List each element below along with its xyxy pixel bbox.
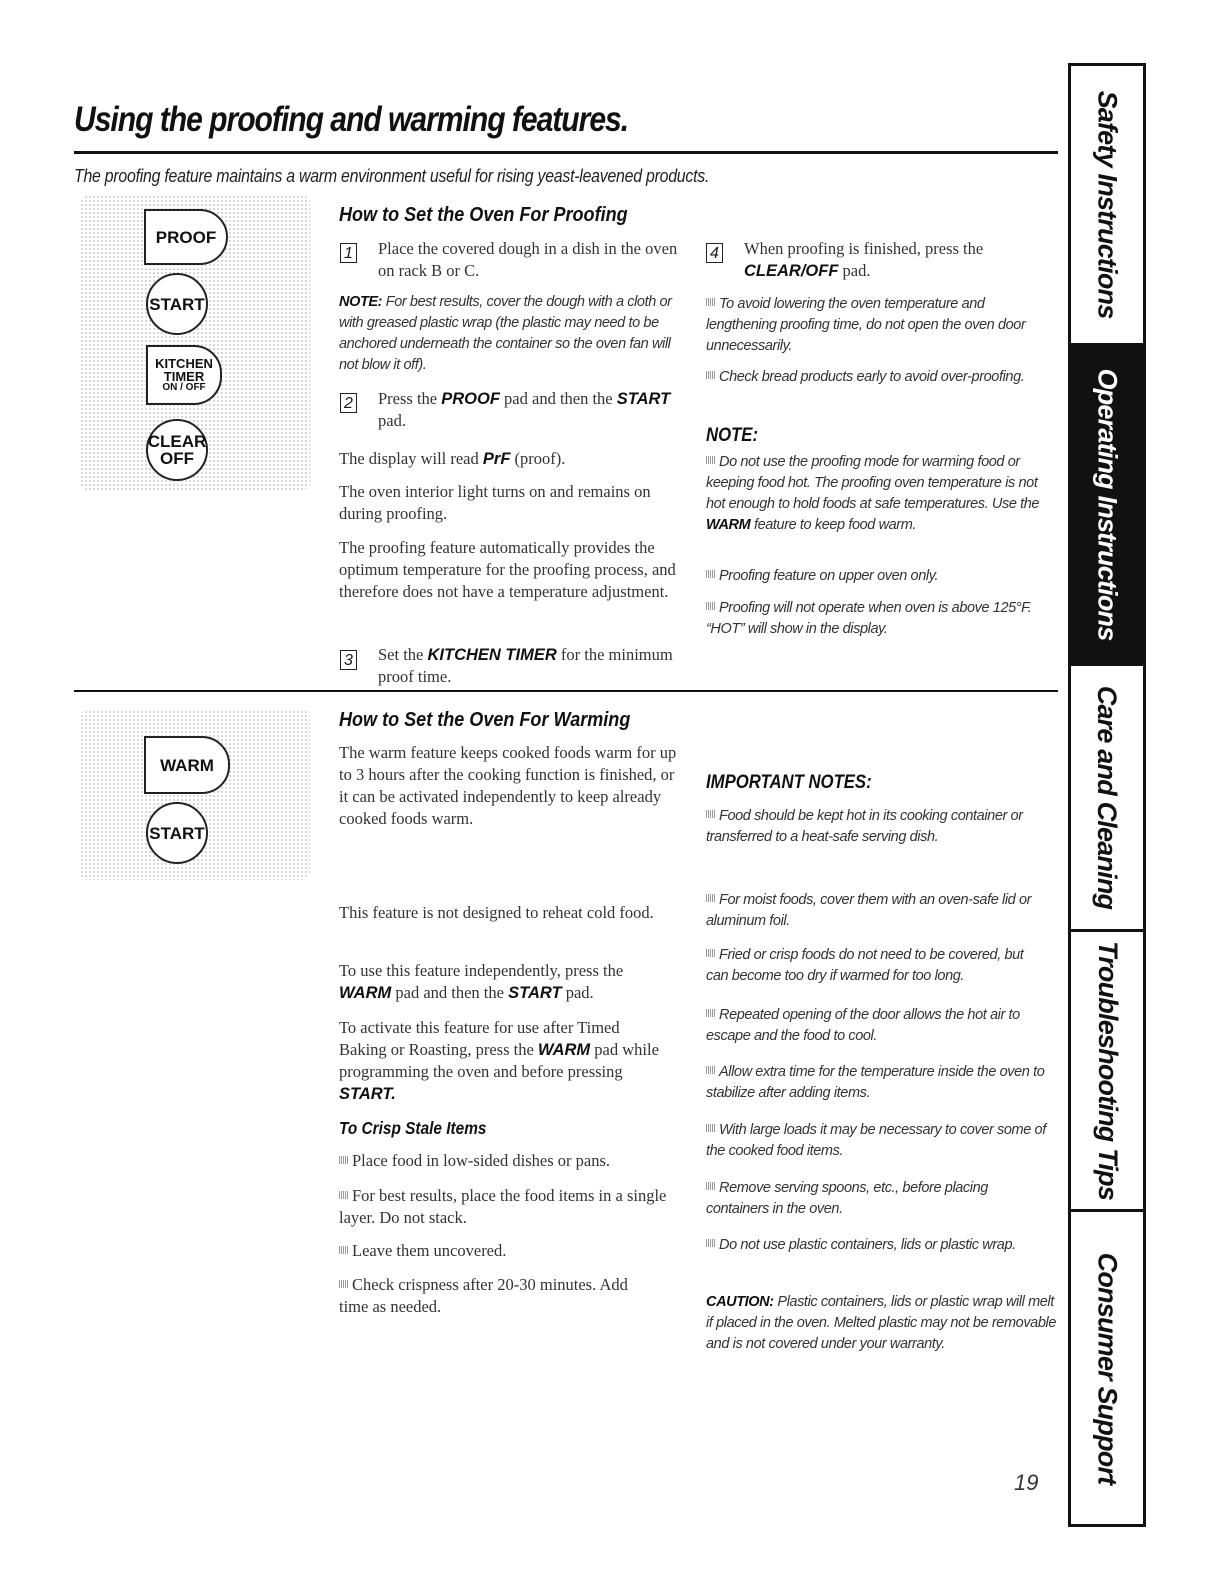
start-pad-label: START	[149, 823, 205, 843]
bullet-icon	[706, 371, 715, 379]
step-2-part: pad.	[378, 411, 406, 430]
important-note	[706, 1120, 1046, 1162]
section-divider	[74, 690, 1058, 692]
display-part: (proof).	[514, 449, 566, 468]
kitchen-timer-pad	[146, 345, 222, 405]
note-text: Proofing feature on upper oven only.	[719, 568, 939, 584]
step-3-number: 3	[340, 650, 357, 670]
bullet-icon	[339, 1191, 348, 1199]
important-text: Fried or crisp foods do not need to be covered, but can become too dry if warmed for too long.	[706, 947, 1024, 984]
proofing-note	[706, 452, 1046, 536]
kitchen-timer-label-line3: ON / OFF	[162, 382, 206, 393]
tab-care-and-cleaning[interactable]	[1071, 666, 1143, 932]
step-4-number: 4	[706, 243, 723, 263]
warming-heading: How to Set the Oven For Warming	[339, 708, 631, 731]
tab-operating-instructions[interactable]	[1071, 346, 1143, 666]
tip-text: Check bread products early to avoid over-proofing.	[719, 369, 1025, 385]
step-1-note	[339, 292, 679, 376]
crisp-text: Place food in low-sided dishes or pans.	[352, 1151, 610, 1170]
tab-troubleshooting-tips[interactable]	[1071, 932, 1143, 1212]
warm-ref: WARM	[339, 984, 392, 1002]
warming-paragraph	[339, 1017, 659, 1105]
crisp-item	[339, 1274, 659, 1318]
important-note	[706, 1178, 1046, 1220]
display-part: The display will read	[339, 449, 479, 468]
step-2-part: pad and then the	[504, 389, 613, 408]
bullet-icon	[339, 1156, 348, 1164]
caution-note	[706, 1292, 1056, 1355]
warming-part: pad and then the	[395, 983, 504, 1002]
display-text	[339, 448, 679, 470]
clear-pad-label: CLEAR	[147, 432, 207, 451]
important-note	[706, 806, 1046, 848]
warming-paragraph: This feature is not designed to reheat cold food.	[339, 903, 654, 922]
step-4-part: When proofing is finished, press the	[744, 239, 984, 258]
crisp-item	[339, 1185, 679, 1229]
step-4-part: pad.	[842, 261, 871, 280]
bullet-icon	[706, 298, 715, 306]
crisp-text: Leave them uncovered.	[352, 1241, 507, 1260]
step-3-part: Set the	[378, 645, 424, 664]
bullet-icon	[706, 456, 715, 464]
page-subtitle: The proofing feature maintains a warm environment useful for rising yeast-leavened products.	[74, 165, 710, 186]
important-text: For moist foods, cover them with an oven-safe lid or aluminum foil.	[706, 892, 1032, 929]
section-tabs	[1068, 63, 1146, 1527]
page-number: 19	[1014, 1470, 1039, 1495]
clear-off-pad	[146, 419, 208, 481]
crisp-heading: To Crisp Stale Items	[339, 1118, 487, 1138]
bullet-icon	[706, 949, 715, 957]
step-3-text	[378, 644, 678, 688]
proofing-keypad-illustration	[80, 195, 310, 490]
warming-keypad-illustration	[80, 710, 310, 880]
warm-pad-label: WARM	[160, 755, 214, 775]
bullet-icon	[706, 1066, 715, 1074]
proof-pad-label: PROOF	[155, 227, 217, 247]
step-1-number: 1	[340, 243, 357, 263]
proofing-heading: How to Set the Oven For Proofing	[339, 203, 628, 226]
kitchen-timer-label-line1: KITCHEN	[155, 356, 213, 371]
tab-consumer-support[interactable]	[1071, 1212, 1143, 1524]
important-note	[706, 945, 1046, 987]
note-part: Do not use the proofing mode for warming food or keeping food hot. The proofing oven temperature is not hot enough to hold foods at safe temperatures. Use the	[706, 454, 1040, 512]
start-ref: START.	[339, 1085, 396, 1103]
important-text: Repeated opening of the door allows the hot air to escape and the food to cool.	[706, 1007, 1020, 1044]
warming-paragraph	[339, 960, 679, 1004]
bullet-icon	[706, 894, 715, 902]
step-2-number: 2	[340, 393, 357, 413]
off-pad-label: OFF	[160, 449, 194, 468]
bullet-icon	[706, 1239, 715, 1247]
proofing-note-heading: NOTE:	[706, 425, 759, 446]
bullet-icon	[706, 1124, 715, 1132]
proof-pad-ref: PROOF	[441, 390, 500, 408]
important-note	[706, 1235, 1046, 1256]
crisp-item	[339, 1240, 679, 1262]
bullet-icon	[706, 1009, 715, 1017]
crisp-text: For best results, place the food items in a single layer. Do not stack.	[339, 1186, 667, 1227]
step-1-text: Place the covered dough in a dish in the oven on rack B or C.	[378, 239, 678, 280]
step-4-text	[744, 238, 1044, 282]
warm-ref: WARM	[537, 1041, 591, 1059]
tab-label: Care and Cleaning	[1092, 685, 1123, 910]
warming-part: To activate this feature for use after Timed Baking or Roasting, press the	[339, 1018, 620, 1059]
proof-pad	[144, 209, 228, 265]
bullet-icon	[339, 1246, 348, 1254]
tab-label: Operating Instructions	[1092, 368, 1123, 641]
prf-ref: PrF	[482, 450, 511, 468]
bullet-icon	[706, 602, 715, 610]
note-label: NOTE:	[339, 294, 383, 310]
start-pad	[146, 273, 208, 335]
important-note	[706, 1005, 1046, 1047]
proofing-tip	[706, 367, 1036, 388]
bullet-icon	[706, 810, 715, 818]
tab-safety-instructions[interactable]	[1071, 66, 1143, 346]
important-text: With large loads it may be necessary to cover some of the cooked food items.	[706, 1122, 1046, 1159]
warming-part: pad.	[565, 983, 594, 1002]
proofing-tip	[706, 294, 1036, 357]
crisp-item	[339, 1150, 679, 1172]
important-text: Food should be kept hot in its cooking container or transferred to a heat-safe serving dish.	[706, 808, 1023, 845]
important-text: Do not use plastic containers, lids or plastic wrap.	[719, 1237, 1016, 1253]
warming-part: To use this feature independently, press the	[339, 961, 624, 980]
important-note	[706, 890, 1046, 932]
tip-text: To avoid lowering the oven temperature and lengthening proofing time, do not open the oven door unnecessarily.	[706, 296, 1026, 354]
start-ref: START	[508, 984, 562, 1002]
note-part: feature to keep food warm.	[753, 517, 917, 533]
clear-off-ref: CLEAR/OFF	[744, 262, 839, 280]
warm-pad	[144, 736, 230, 794]
title-rule	[74, 151, 1058, 154]
warming-part: pad while programming the oven and before pressing	[339, 1040, 659, 1081]
bullet-icon	[706, 1182, 715, 1190]
tab-label: Consumer Support	[1092, 1252, 1123, 1484]
warm-ref: WARM	[706, 517, 751, 533]
auto-text: The proofing feature automatically provides the optimum temperature for the proofing process, and therefore does not have a temperature adjustment.	[339, 538, 676, 601]
warming-paragraph: The warm feature keeps cooked foods warm for up to 3 hours after the cooking function is finished, or it can be activated independently to keep already cooked foods warm.	[339, 743, 677, 828]
start-pad-label: START	[149, 294, 205, 314]
light-text: The oven interior light turns on and remains on during proofing.	[339, 482, 651, 523]
step-2-text	[378, 388, 678, 432]
crisp-text: Check crispness after 20-30 minutes. Add time as needed.	[339, 1275, 628, 1316]
caution-label: CAUTION:	[706, 1294, 774, 1310]
tab-label: Troubleshooting Tips	[1092, 941, 1123, 1200]
caution-text: Plastic containers, lids or plastic wrap will melt if placed in the oven. Melted plastic may not be removable and is not covered under your warranty.	[706, 1294, 1056, 1352]
bullet-icon	[706, 570, 715, 578]
start-pad-ref: START	[616, 390, 671, 408]
kitchen-timer-label-line2: TIMER	[163, 369, 205, 384]
note-text: Proofing will not operate when oven is above 125°F. “HOT” will show in the display.	[706, 600, 1032, 637]
step-3-part: for the minimum proof time.	[378, 645, 673, 686]
proofing-note	[706, 598, 1046, 640]
note-text: For best results, cover the dough with a cloth or with greased plastic wrap (the plastic may need to be anchored underneath the container so the oven fan will not blow it off).	[339, 294, 672, 373]
start-pad	[146, 802, 208, 864]
page-title: Using the proofing and warming features.	[74, 100, 629, 139]
kitchen-timer-ref: KITCHEN TIMER	[427, 646, 557, 664]
important-text: Allow extra time for the temperature inside the oven to stabilize after adding items.	[706, 1064, 1045, 1101]
proofing-note	[706, 566, 1046, 587]
important-note	[706, 1062, 1046, 1104]
important-notes-heading: IMPORTANT NOTES:	[706, 772, 872, 793]
bullet-icon	[339, 1280, 348, 1288]
step-2-part: Press the	[378, 389, 438, 408]
important-text: Remove serving spoons, etc., before placing containers in the oven.	[706, 1180, 988, 1217]
tab-label: Safety Instructions	[1092, 90, 1123, 319]
